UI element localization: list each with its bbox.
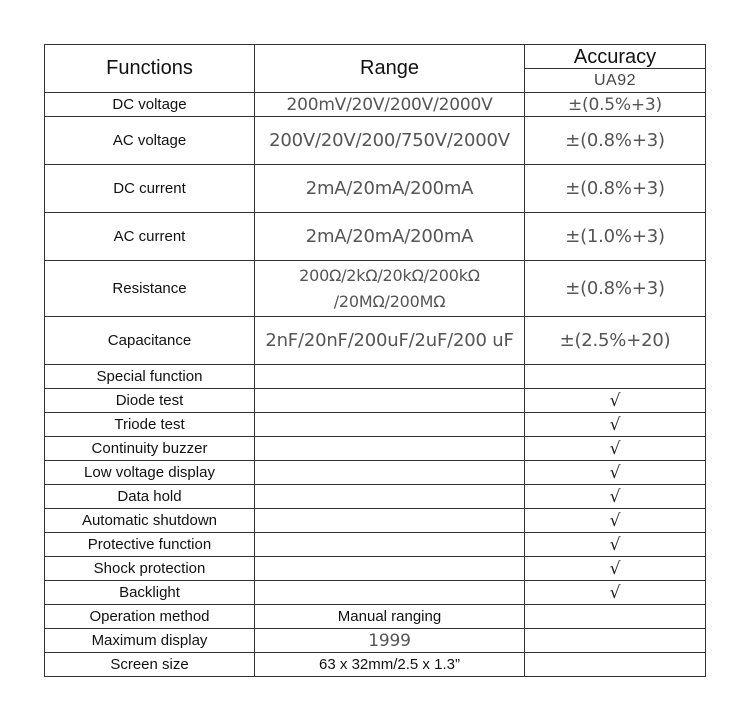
maximum-display-value: 1999	[255, 629, 525, 653]
maximum-display-label: Maximum display	[45, 629, 255, 653]
table-row	[45, 509, 706, 533]
range-line: 200Ω/2kΩ/20kΩ/200kΩ	[299, 265, 480, 285]
header-range: Range	[255, 45, 525, 93]
feature-name: Automatic shutdown	[45, 509, 255, 533]
header-model: UA92	[525, 69, 706, 93]
table-row	[45, 557, 706, 581]
feature-name: Protective function	[45, 533, 255, 557]
table-row	[45, 485, 706, 509]
accuracy-value: ±(0.8%+3)	[525, 261, 706, 317]
range-value: 200mV/20V/200V/2000V	[255, 93, 525, 117]
operation-method-label: Operation method	[45, 605, 255, 629]
table-row	[45, 653, 706, 677]
function-name: Resistance	[45, 261, 255, 317]
special-function-label: Special function	[45, 365, 255, 389]
operation-method-value: Manual ranging	[255, 605, 525, 629]
table-row	[45, 165, 706, 213]
table-row	[45, 461, 706, 485]
accuracy-value: ±(2.5%+20)	[525, 317, 706, 365]
check-mark-icon: √	[525, 509, 706, 533]
function-name: DC current	[45, 165, 255, 213]
header-functions: Functions	[45, 45, 255, 93]
table-row	[45, 117, 706, 165]
table-row	[45, 317, 706, 365]
feature-name: Continuity buzzer	[45, 437, 255, 461]
screen-size-value: 63 x 32mm/2.5 x 1.3”	[255, 653, 525, 677]
accuracy-value: ±(0.5%+3)	[525, 93, 706, 117]
check-mark-icon: √	[525, 557, 706, 581]
feature-name: Triode test	[45, 413, 255, 437]
accuracy-value: ±(1.0%+3)	[525, 213, 706, 261]
table-row	[45, 413, 706, 437]
check-mark-icon: √	[525, 485, 706, 509]
function-name: AC current	[45, 213, 255, 261]
feature-name: Shock protection	[45, 557, 255, 581]
table-row	[45, 629, 706, 653]
header-row	[45, 45, 706, 69]
function-name: DC voltage	[45, 93, 255, 117]
check-mark-icon: √	[525, 581, 706, 605]
range-value: 2mA/20mA/200mA	[255, 165, 525, 213]
feature-name: Low voltage display	[45, 461, 255, 485]
check-mark-icon: √	[525, 413, 706, 437]
range-line: /20MΩ/200MΩ	[333, 291, 446, 311]
range-value: 2nF/20nF/200uF/2uF/200 uF	[255, 317, 525, 365]
feature-name: Diode test	[45, 389, 255, 413]
spec-table	[44, 44, 706, 677]
table-row	[45, 93, 706, 117]
check-mark-icon: √	[525, 533, 706, 557]
table-row	[45, 581, 706, 605]
table-row	[45, 389, 706, 413]
check-mark-icon: √	[525, 461, 706, 485]
header-accuracy: Accuracy	[525, 45, 706, 69]
table-row	[45, 213, 706, 261]
table-row	[45, 437, 706, 461]
feature-name: Data hold	[45, 485, 255, 509]
function-name: Capacitance	[45, 317, 255, 365]
accuracy-value: ±(0.8%+3)	[525, 165, 706, 213]
feature-name: Backlight	[45, 581, 255, 605]
table-row	[45, 605, 706, 629]
range-value: 200V/20V/200/750V/2000V	[255, 117, 525, 165]
accuracy-value: ±(0.8%+3)	[525, 117, 706, 165]
check-mark-icon: √	[525, 437, 706, 461]
table-row	[45, 261, 706, 317]
screen-size-label: Screen size	[45, 653, 255, 677]
table-row	[45, 533, 706, 557]
range-value: 2mA/20mA/200mA	[255, 213, 525, 261]
function-name: AC voltage	[45, 117, 255, 165]
check-mark-icon: √	[525, 389, 706, 413]
range-value	[255, 261, 525, 317]
special-function-header-row	[45, 365, 706, 389]
